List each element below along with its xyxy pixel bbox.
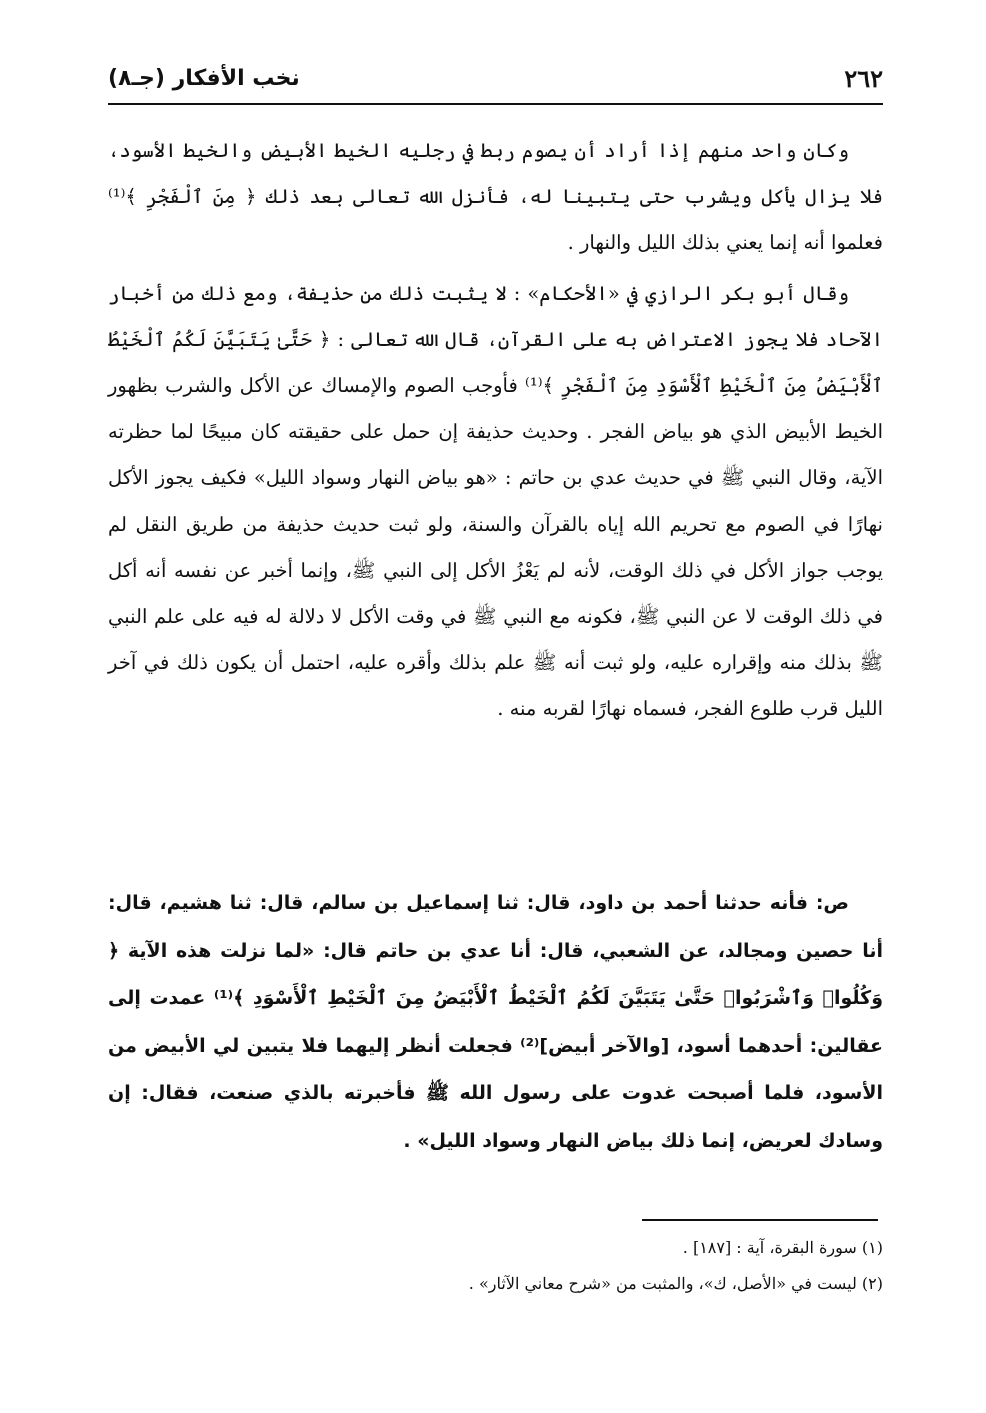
footnote-1: (١) سورة البقرة، آية : [١٨٧] . (682, 1238, 883, 1257)
footnote-divider (642, 1219, 878, 1221)
running-title: نخب الأفكار (جـ٨) (108, 65, 300, 91)
paragraph-2: وقال أبو بكر الرازي في «الأحكام» : لا يثبت ذلك من حذيفة، ومع ذلك من أخبار الآحاد فلا يجوز الاعتراض به على القرآن، قال الله تعالى : ﴿ حَتَّىٰ يَتَبَيَّنَ لَكُمُ ٱلْخَيْطُ ٱلْأَبْيَضُ مِنَ ٱلْخَيْطِ ٱلْأَسْوَدِ مِنَ ٱلْفَجْرِ ﴾⁽¹⁾ فأوجب الصوم والإمساك عن الأكل والشرب بظهور الخيط الأبيض الذي هو بياض الفجر . وحديث حذيفة إن حمل على حقيقته كان مبيحًا لما حظرته الآية، وقال النبي ﷺ في حديث عدي بن حاتم : «هو بياض النهار وسواد الليل» فكيف يجوز الأكل نهارًا في الصوم مع تحريم الله إياه بالقرآن والسنة، ولو ثبت حديث حذيفة من طريق النقل لم يوجب جواز الأكل في ذلك الوقت، لأنه لم يَعْزُ الأكل إلى النبي ﷺ، وإنما أخبر عن نفسه أنه أكل في ذلك الوقت لا عن النبي ﷺ، فكونه مع النبي ﷺ في وقت الأكل لا دلالة له فيه على علم النبي ﷺ بذلك منه وإقراره عليه، ولو ثبت أنه ﷺ علم بذلك وأقره عليه، احتمل أن يكون ذلك في آخر الليل قرب طلوع الفجر، فسماه نهارًا لقربه منه . (108, 281, 883, 721)
hadith-section (108, 880, 883, 1165)
page-number: ٢٦٢ (844, 63, 883, 93)
hadith-paragraph: ص: فأنه حدثنا أحمد بن داود، قال: ثنا إسماعيل بن سالم، قال: ثنا هشيم، قال: أنا حصين ومجالد، عن الشعبي، قال: أنا عدي بن حاتم قال: «لما نزلت هذه الآية ﴿ وَكُلُوا۟ وَٱشْرَبُوا۟ حَتَّىٰ يَتَبَيَّنَ لَكُمُ ٱلْخَيْطُ ٱلْأَبْيَضُ مِنَ ٱلْخَيْطِ ٱلْأَسْوَدِ ﴾⁽¹⁾ عمدت إلى عقالين: أحدهما أسود، [والآخر أبيض]⁽²⁾ فجعلت أنظر إليهما فلا يتبين لي الأبيض من الأسود، فلما أصبحت غدوت على رسول الله ﷺ فأخبرته بالذي صنعت، فقال: إن وسادك لعريض، إنما ذلك بياض النهار وسواد الليل» . (108, 892, 883, 1152)
commentary-text (108, 128, 883, 733)
page-header (108, 58, 883, 98)
header-divider (108, 103, 883, 105)
paragraph-1: وكان واحد منهم إذا أراد أن يصوم ربط في رجليه الخيط الأبيض والخيط الأسود، فلا يزال يأكل ويشرب حتى يتبينا له، فأنزل الله تعالى بعد ذلك ﴿ مِنَ ٱلْفَجْرِ ﴾⁽¹⁾ فعلموا أنه إنما يعني بذلك الليل والنهار . (108, 139, 883, 255)
footnotes (108, 1230, 883, 1302)
footnote-2: (٢) ليست في «الأصل، ك»، والمثبت من «شرح معاني الآثار» . (468, 1274, 883, 1293)
